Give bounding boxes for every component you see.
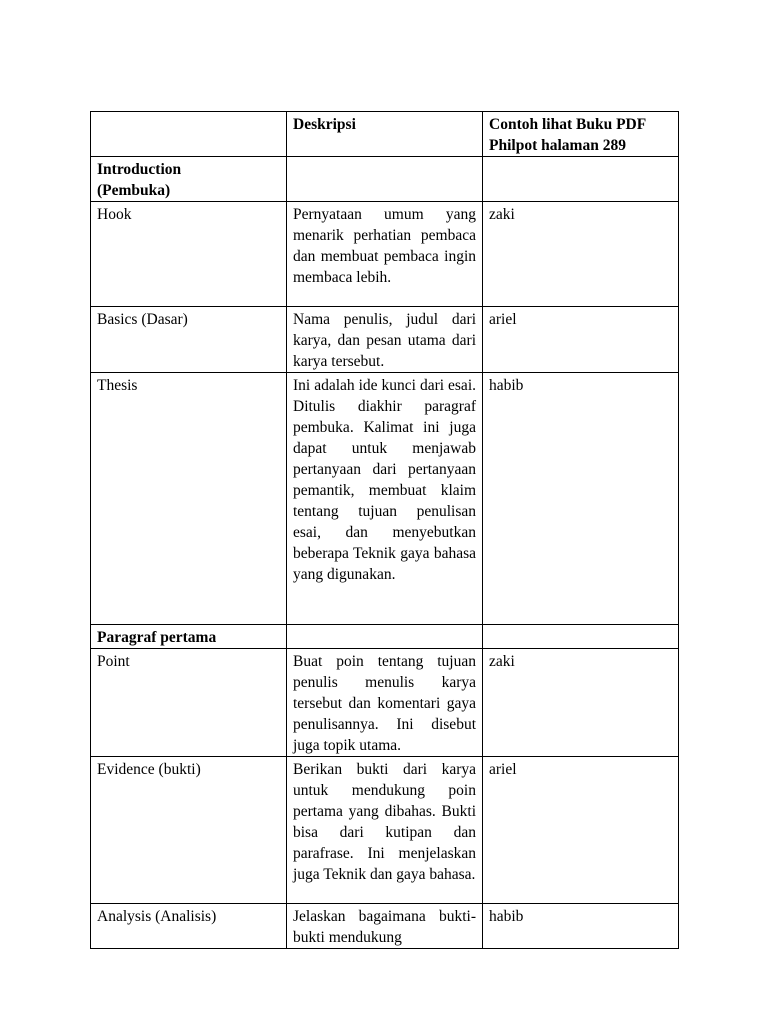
- header-example-line1: Contoh lihat Buku PDF: [489, 116, 647, 133]
- table-row-thesis: [91, 373, 679, 625]
- empty-cell: [483, 157, 679, 202]
- row-label: Hook: [91, 202, 287, 307]
- row-example: zaki: [483, 202, 679, 307]
- table-row-hook: [91, 202, 679, 307]
- section-row-introduction: [91, 157, 679, 202]
- row-label: Thesis: [91, 373, 287, 625]
- table-row-point: [91, 649, 679, 757]
- row-label: Point: [91, 649, 287, 757]
- row-description: Ini adalah ide kunci dari esai. Ditulis diakhir paragraf pembuka. Kalimat ini juga dapat untuk menjawab pertanyaan dari pertanyaan pemantik, membuat klaim tentang tujuan penulisan esai, dan menyebutkan beberapa Teknik gaya bahasa yang digunakan.: [287, 373, 483, 625]
- empty-cell: [483, 625, 679, 649]
- section-row-paragraph-one: [91, 625, 679, 649]
- header-cell-description: Deskripsi: [287, 112, 483, 157]
- table-row-analysis: [91, 904, 679, 949]
- table-row-evidence: [91, 757, 679, 904]
- row-example: ariel: [483, 307, 679, 373]
- header-cell-example: [483, 112, 679, 157]
- header-cell-empty: [91, 112, 287, 157]
- row-example: habib: [483, 904, 679, 949]
- row-description: Berikan bukti dari karya untuk mendukung poin pertama yang dibahas. Bukti bisa dari kutipan dan parafrase. Ini menjelaskan juga Teknik dan gaya bahasa.: [287, 757, 483, 904]
- row-description: Nama penulis, judul dari karya, dan pesan utama dari karya tersebut.: [287, 307, 483, 373]
- row-description: Jelaskan bagaimana bukti-bukti mendukung: [287, 904, 483, 949]
- section-title-paragraph-one: Paragraf pertama: [91, 625, 287, 649]
- empty-cell: [287, 625, 483, 649]
- essay-structure-table: [90, 111, 679, 949]
- table-row-basics: [91, 307, 679, 373]
- row-description: Buat poin tentang tujuan penulis menulis karya tersebut dan komentari gaya penulisannya. Ini disebut juga topik utama.: [287, 649, 483, 757]
- section-title-introduction: [91, 157, 287, 202]
- row-label: Evidence (bukti): [91, 757, 287, 904]
- row-label: Analysis (Analisis): [91, 904, 287, 949]
- row-example: zaki: [483, 649, 679, 757]
- row-label: Basics (Dasar): [91, 307, 287, 373]
- table-header-row: [91, 112, 679, 157]
- row-description: Pernyataan umum yang menarik perhatian pembaca dan membuat pembaca ingin membaca lebih.: [287, 202, 483, 307]
- empty-cell: [287, 157, 483, 202]
- header-example-line2: Philpot halaman 289: [489, 137, 626, 154]
- row-example: ariel: [483, 757, 679, 904]
- row-example: habib: [483, 373, 679, 625]
- section-title-line2: (Pembuka): [97, 182, 171, 199]
- section-title-line1: Introduction: [97, 161, 182, 178]
